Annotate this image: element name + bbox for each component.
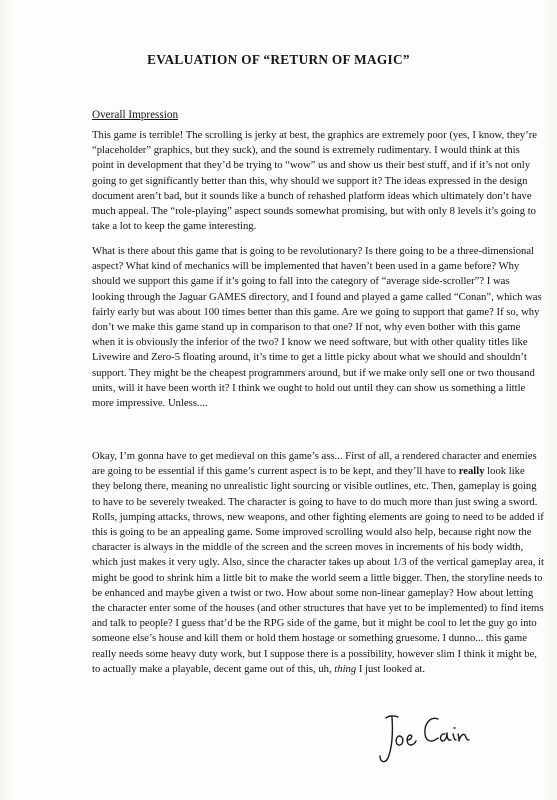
emphasis-bold: really (458, 466, 485, 478)
text-run: What is there about this game that is going to be revolutionary? Is there going to be a three-dimensional aspect? What kind of mechanics will be implemented that haven’t been used in a game before? Why should we support this game if it’s going to fall into the category of “average side-scroller”? I was looking through the Jaguar GAMES directory, and I found and played a game called “Conan”, which was fairly early but was about 100 times better than this game. Are we going to support that game? If so, why don’t we make this game stand up in comparison to that one? If not, why even bother with this game when it is obviously the inferior of the two? I know we need software, but with other quality titles like Livewire and Zero-5 floating around, it’s time to get a little picky about what we should and shouldn’t support. They might be the cheapest programmers around, but if we make only sell one or two thousand units, will it have been worth it? I think we ought to hold out until they can show us something a little more impressive. Unless.... (92, 246, 542, 410)
document-title: EVALUATION OF “RETURN OF MAGIC” (147, 52, 410, 67)
paragraph-2 (92, 244, 544, 411)
handwritten-signature (372, 710, 472, 780)
section-heading: Overall Impression (92, 109, 179, 121)
emphasis-italic: thing (334, 663, 357, 675)
paragraph-1 (92, 128, 544, 234)
text-run: Okay, I’m gonna have to get medieval on this game’s ass... First of all, a rendered character and enemies are going to be essential if this game’s current aspect is to be kept, and they’ll have to (92, 451, 537, 478)
text-run: This game is terrible! The scrolling is jerky at best, the graphics are extremely poor (yes, I know, they’re “placeholder” graphics, but they suck), and the sound is extremely rudimentary. I would think at this point in development that they’d be trying to “wow” us and show us their best stuff, and if it’s not only going to get significantly better than this, why should we support it? The ideas expressed in the design document aren’t bad, but it sounds like a bunch of rehashed platform ideas which ultimately don’t have much appeal. The “role-playing” aspect sounds somewhat promising, but with only 8 levels it’s going to take a lot to keep the game interesting. (92, 130, 537, 233)
paragraph-3 (92, 449, 544, 677)
text-run: look like they belong there, meaning no unrealistic light sourcing or visible outlines, etc. Then, gameplay is going to have to be severely tweaked. The character is going to have to do much more than just swing a sword. Rolls, jumping attacks, throws, new weapons, and other fighting elements are going to need to be added if this is going to be an appealing game. Some improved scrolling would also help, because right now the character is always in the middle of the screen and the screen moves in increments of his body width, which just makes it very ugly. Also, since the character takes up about 1/3 of the vertical gameplay area, it might be good to shrink him a little bit to make the world seem a little bigger. Then, the storyline needs to be enhanced and maybe given a twist or two. How about some non-linear gameplay? How about letting the character enter some of the houses (and other structures that have yet to be implemented) to find items and talk to people? I guess that’d be the RPG side of the game, but it might be cool to let the guy go into someone else’s house and kill them or hold them hostage or something gruesome. I dunno... this game really needs some heavy duty work, but I suppose there is a possibility, however slim I think it might be, to actually make a playable, decent game out of this, uh, (92, 466, 544, 675)
text-run: I just looked at. (356, 663, 426, 675)
